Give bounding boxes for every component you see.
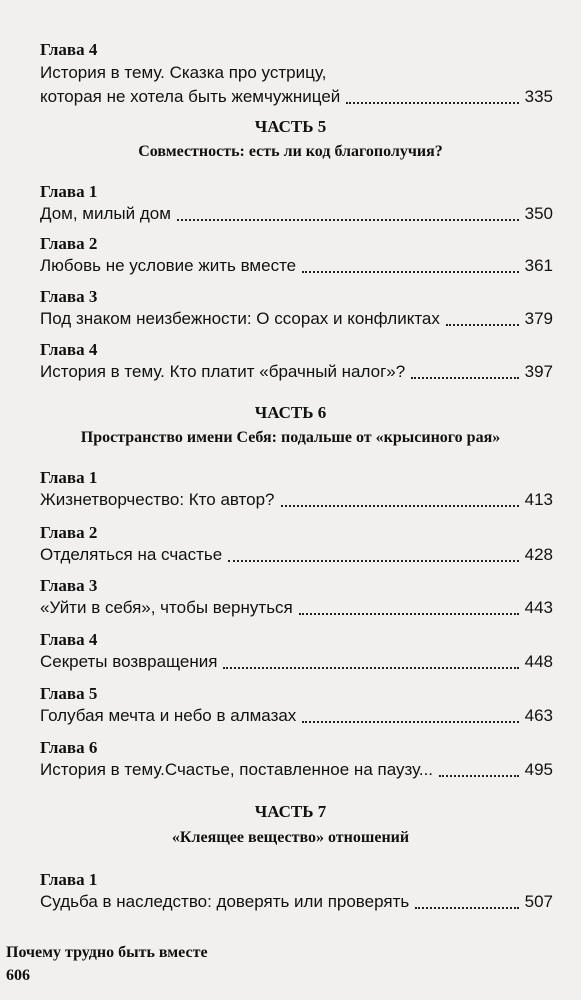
toc-entry-title: История в тему.Счастье, поставленное на паузу... [40, 760, 434, 779]
dot-leader [411, 377, 518, 379]
dot-leader [299, 613, 519, 615]
page-number: 606 [6, 967, 30, 984]
dot-leader [439, 775, 519, 777]
dot-leader [177, 219, 519, 221]
toc-entry-title: Отделяться на счастье [40, 545, 223, 564]
toc-entry-page: 350 [524, 204, 553, 223]
toc-entry [40, 544, 553, 566]
toc-entry [40, 255, 553, 277]
part-title: «Клеящее вещество» отношений [171, 829, 410, 846]
toc-entry-page: 379 [524, 309, 553, 328]
toc-entry-page: 463 [524, 706, 553, 725]
toc-entry-page: 413 [524, 490, 553, 509]
dot-leader [415, 907, 518, 909]
dot-leader [228, 560, 518, 562]
toc-entry [40, 759, 553, 781]
chapter-heading: Глава 6 [40, 738, 98, 757]
part-title: Совместность: есть ли код благополучия? [138, 143, 443, 160]
toc-entry-page: 428 [524, 545, 553, 564]
chapter-heading: Глава 2 [40, 523, 98, 542]
toc-entry [40, 361, 553, 383]
part-title: Пространство имени Себя: подальше от «крысиного рая» [80, 429, 501, 446]
toc-entry [40, 86, 553, 108]
chapter-heading: Глава 3 [40, 287, 98, 306]
toc-entry-title: «Уйти в себя», чтобы вернуться [40, 598, 293, 617]
toc-entry [40, 489, 553, 511]
toc-entry-page: 361 [524, 256, 553, 275]
toc-entry-title: которая не хотела быть жемчужницей [40, 87, 341, 106]
toc-entry-title: Секреты возвращения [40, 652, 218, 671]
toc-entry-page: 495 [524, 760, 553, 779]
toc-entry-title: Жизнетворчество: Кто автор? [40, 490, 275, 509]
chapter-heading: Глава 1 [40, 468, 98, 487]
toc-entry-title: Под знаком неизбежности: О ссорах и конфликтах [40, 309, 440, 328]
toc-entry-title: История в тему. Кто платит «брачный налог»? [40, 362, 406, 381]
chapter-heading: Глава 4 [40, 630, 98, 649]
toc-entry-title: Любовь не условие жить вместе [40, 256, 297, 275]
toc-entry-title: История в тему. Сказка про устрицу, [40, 63, 327, 82]
running-footer-title: Почему трудно быть вместе [6, 944, 208, 961]
toc-entry [40, 597, 553, 619]
toc-entry-title: Дом, милый дом [40, 204, 171, 223]
chapter-heading: Глава 4 [40, 340, 98, 359]
toc-entry-page: 335 [524, 87, 553, 106]
dot-leader [302, 721, 518, 723]
toc-entry [40, 705, 553, 727]
toc-entry [40, 308, 553, 330]
toc-entry [40, 891, 553, 913]
chapter-heading: Глава 4 [40, 40, 98, 59]
dot-leader [223, 667, 518, 669]
chapter-heading: Глава 1 [40, 870, 98, 889]
chapter-heading: Глава 1 [40, 182, 98, 201]
toc-entry-page: 397 [524, 362, 553, 381]
toc-entry [40, 203, 553, 225]
toc-entry-page: 507 [524, 892, 553, 911]
chapter-heading: Глава 5 [40, 684, 98, 703]
part-heading: ЧАСТЬ 5 [254, 117, 327, 136]
chapter-heading: Глава 3 [40, 576, 98, 595]
chapter-heading: Глава 2 [40, 234, 98, 253]
toc-entry-page: 448 [524, 652, 553, 671]
part-heading: ЧАСТЬ 7 [254, 802, 327, 821]
dot-leader [446, 324, 519, 326]
dot-leader [302, 271, 519, 273]
dot-leader [346, 102, 518, 104]
part-heading: ЧАСТЬ 6 [254, 403, 327, 422]
dot-leader [281, 505, 519, 507]
toc-entry-title: Судьба в наследство: доверять или проверять [40, 892, 410, 911]
toc-entry-page: 443 [524, 598, 553, 617]
toc-entry-title: Голубая мечта и небо в алмазах [40, 706, 297, 725]
toc-entry [40, 651, 553, 673]
